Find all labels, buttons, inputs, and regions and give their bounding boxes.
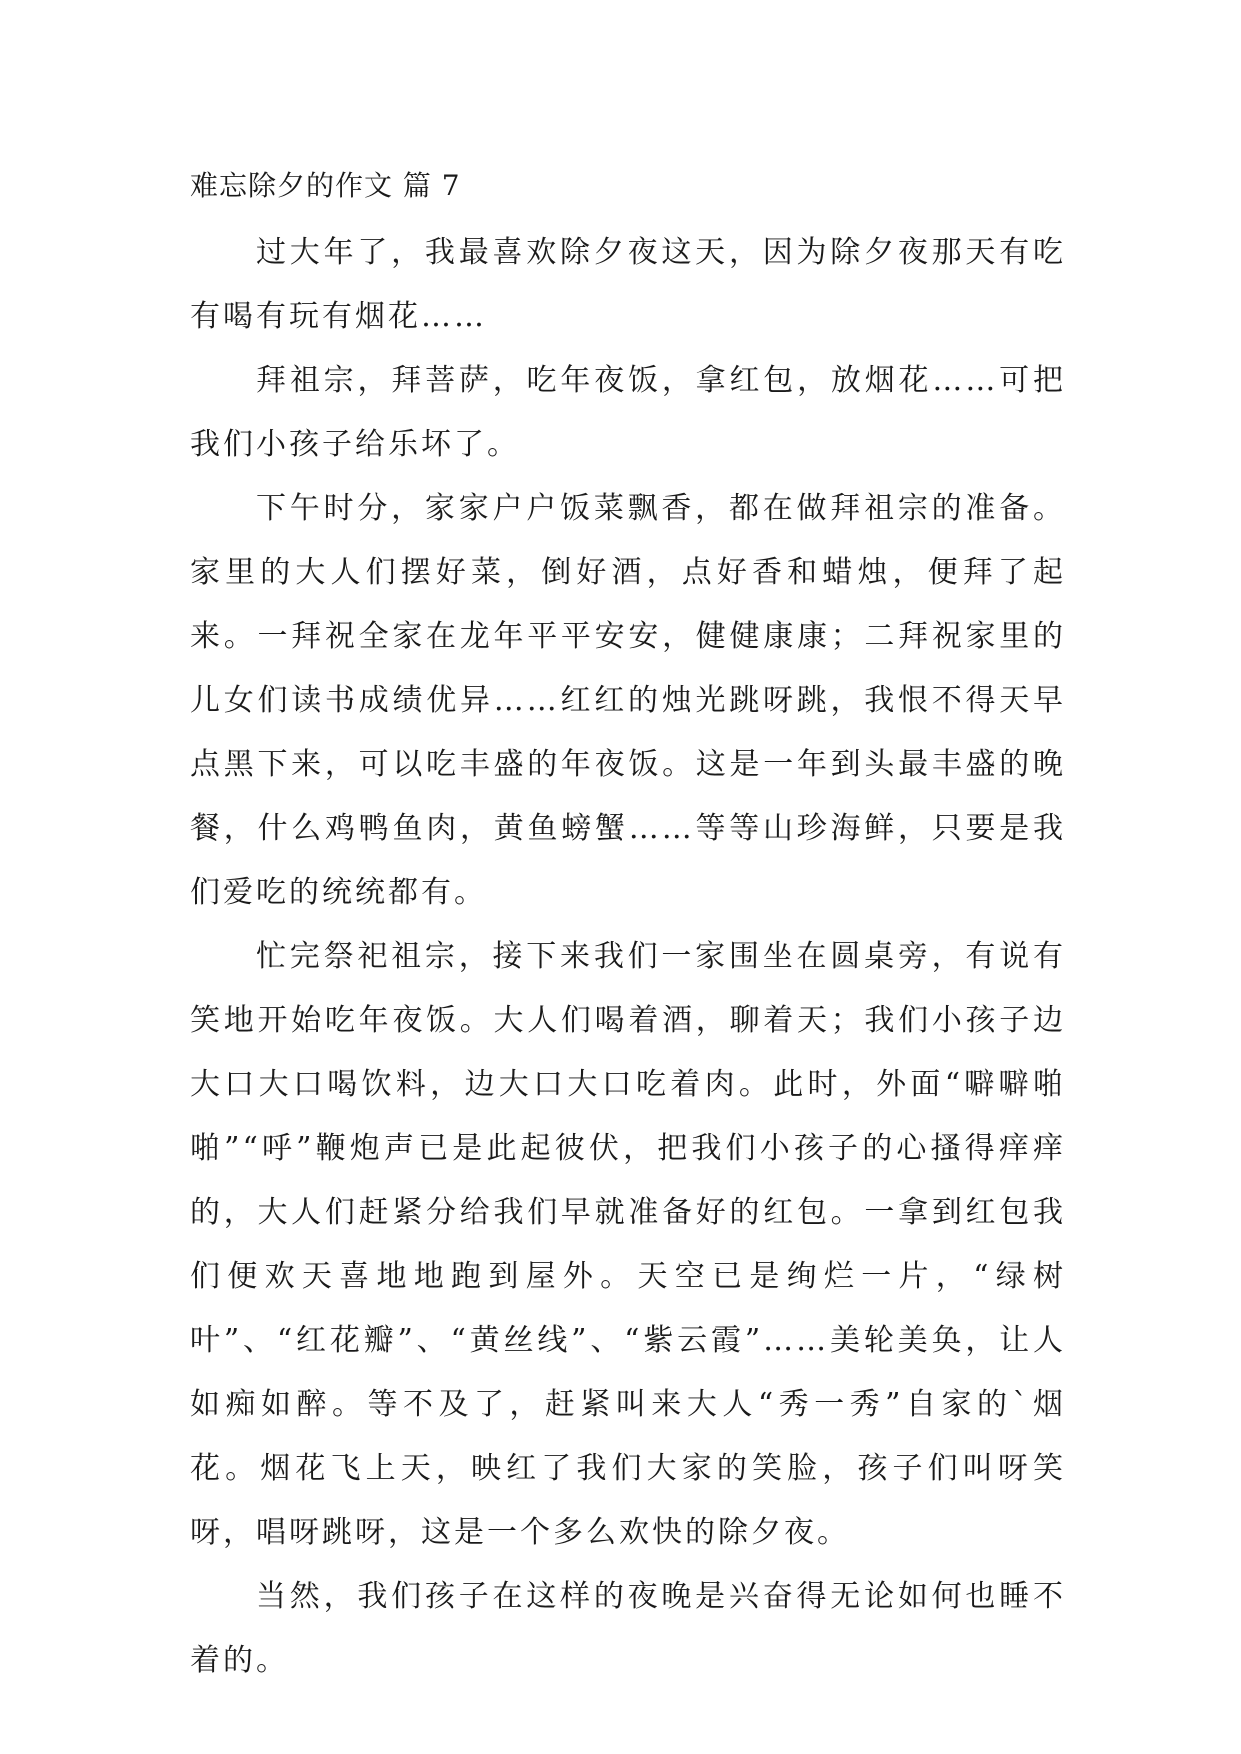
paragraph-4: 忙完祭祀祖宗，接下来我们一家围坐在圆桌旁，有说有笑地开始吃年夜饭。大人们喝着酒，聊着天；我们小孩子边大口大口喝饮料，边大口大口吃着肉。此时，外面“噼噼啪啪”“呼”鞭炮声已是此起彼伏，把我们小孩子的心搔得痒痒的，大人们赶紧分给我们早就准备好的红包。一拿到红包我们便欢天喜地地跑到屋外。天空已是绚烂一片，“绿树叶”、“红花瓣”、“黄丝线”、“紫云霞”……美轮美奂，让人如痴如醉。等不及了，赶紧叫来大人“秀一秀”自家的`烟花。烟花飞上天，映红了我们大家的笑脸，孩子们叫呀笑呀，唱呀跳呀，这是一个多么欢快的除夕夜。: [190, 939, 1066, 1550]
essay-title: 难忘除夕的作文 篇 7: [190, 169, 461, 202]
paragraph-1: 过大年了，我最喜欢除夕夜这天，因为除夕夜那天有吃有喝有玩有烟花……: [190, 235, 1066, 334]
paragraph-3: 下午时分，家家户户饭菜飘香，都在做拜祖宗的准备。家里的大人们摆好菜，倒好酒，点好香和蜡烛，便拜了起来。一拜祝全家在龙年平平安安，健健康康；二拜祝家里的儿女们读书成绩优异……红红的烛光跳呀跳，我恨不得天早点黑下来，可以吃丰盛的年夜饭。这是一年到头最丰盛的晚餐，什么鸡鸭鱼肉，黄鱼螃蟹……等等山珍海鲜，只要是我们爱吃的统统都有。: [190, 491, 1066, 910]
paragraph-2: 拜祖宗，拜菩萨，吃年夜饭，拿红包，放烟花……可把我们小孩子给乐坏了。: [190, 363, 1066, 462]
essay-body: [190, 221, 1066, 1693]
paragraph-5: 当然，我们孩子在这样的夜晚是兴奋得无论如何也睡不着的。: [190, 1579, 1066, 1678]
